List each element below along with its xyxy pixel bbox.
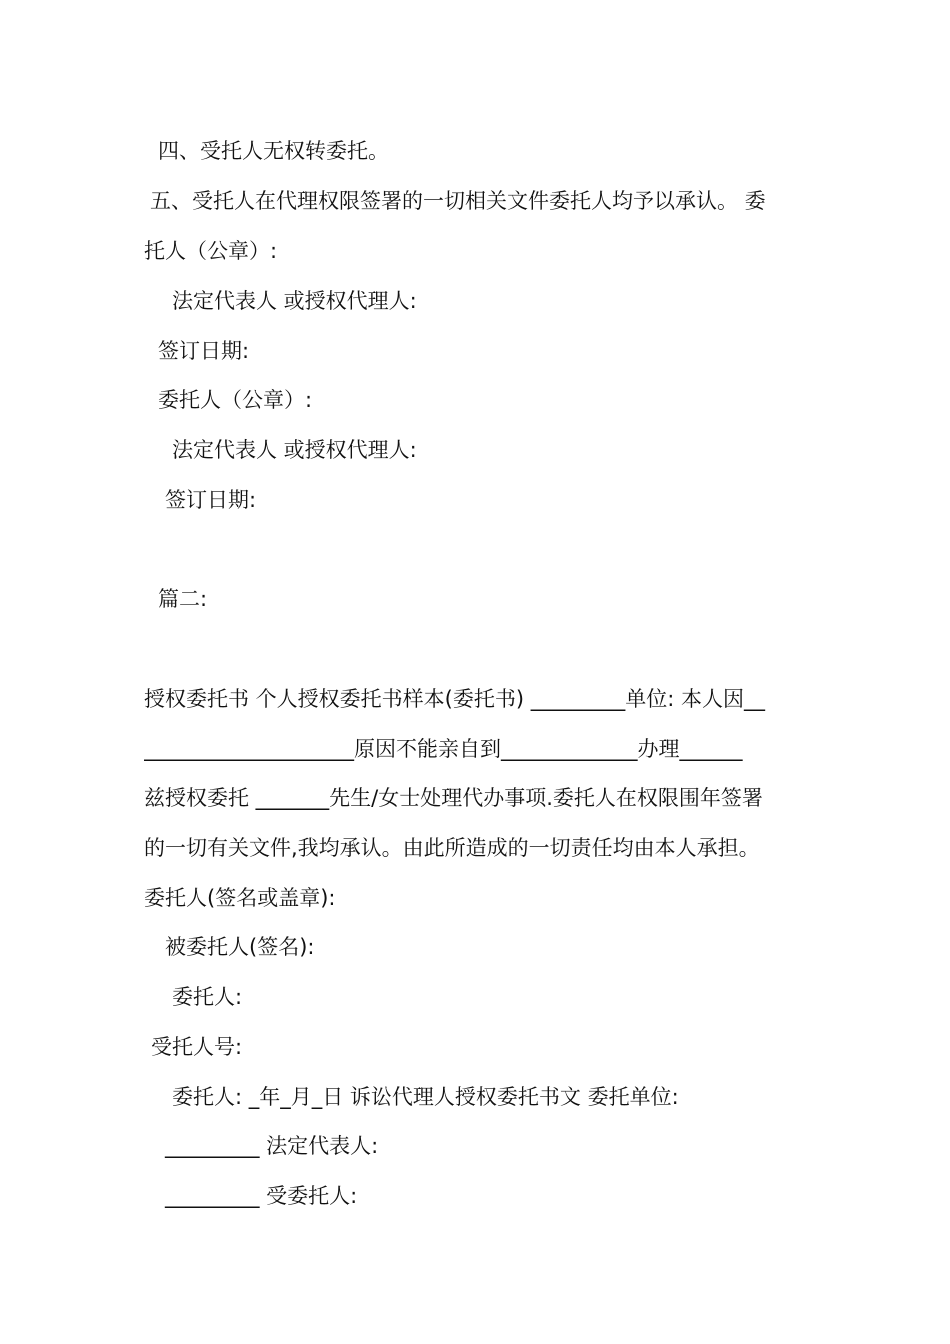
principal-seal-line-2: 委托人（公章）: <box>158 388 313 412</box>
agent-signature-line: 被委托人(签名): <box>165 935 315 959</box>
date-and-title-line: 委托人: _年_月_日 诉讼代理人授权委托书文 委托单位: <box>172 1085 679 1109</box>
paragraph-line-1: 授权委托书 个人授权委托书样本(委托书) _________单位: 本人因__ <box>144 687 765 711</box>
sign-date-line-2: 签订日期: <box>165 488 257 512</box>
legal-representative-line: 法定代表人 或授权代理人: <box>172 289 417 313</box>
legal-representative-line-2: 法定代表人 或授权代理人: <box>172 438 417 462</box>
sign-date-line: 签订日期: <box>158 339 250 363</box>
principal-seal-line: 托人（公章）: <box>144 239 278 263</box>
entrusted-blank-line: _________ 受委托人: <box>165 1184 358 1208</box>
paragraph-line-4: 的一切有关文件,我均承认。由此所造成的一切责任均由本人承担。 <box>144 836 760 860</box>
clause-4: 四、受托人无权转委托。 <box>158 139 389 163</box>
agent-id-line: 受托人号: <box>151 1035 243 1059</box>
paragraph-line-2: ____________________原因不能亲自到_____________办理______ <box>144 737 743 761</box>
principal-signature-line: 委托人(签名或盖章): <box>144 886 336 910</box>
legal-rep-blank-line: _________ 法定代表人: <box>165 1134 379 1158</box>
principal-line: 委托人: <box>172 985 243 1009</box>
clause-5: 五、受托人在代理权限签署的一切相关文件委托人均予以承认。 委 <box>150 189 766 213</box>
section-heading: 篇二: <box>158 587 208 611</box>
paragraph-line-3: 兹授权委托 _______先生/女士处理代办事项.委托人在权限围年签署 <box>144 786 763 810</box>
